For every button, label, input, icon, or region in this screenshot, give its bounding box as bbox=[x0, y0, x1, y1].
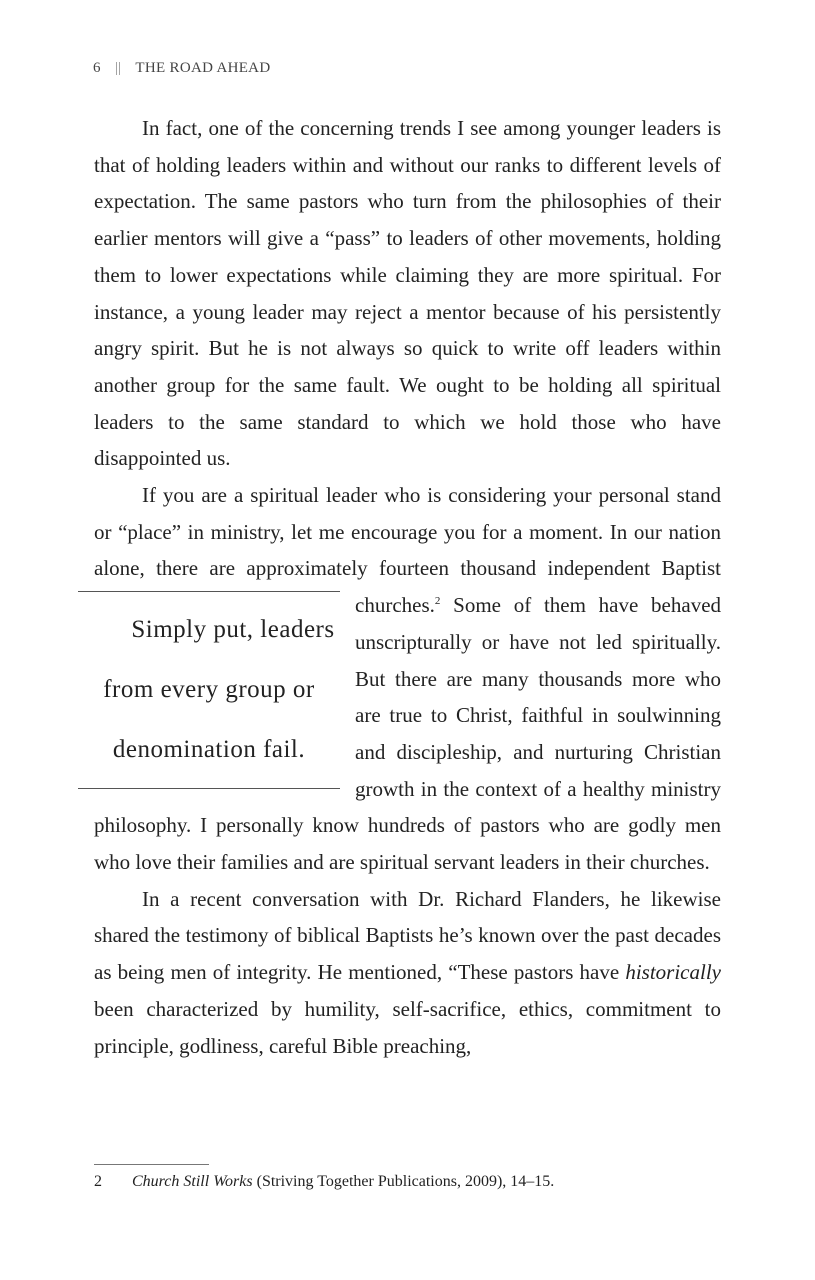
footnote-number: 2 bbox=[94, 1173, 102, 1190]
book-title: THE ROAD AHEAD bbox=[135, 60, 271, 76]
footnote-title: Church Still Works bbox=[132, 1173, 253, 1190]
footnote-divider bbox=[94, 1164, 209, 1165]
paragraph-2-continuation: Some of them have behaved unscripturally or have not led spiritually. But there are many thousands more who are true to Christ, faithful in soulwinning and discipleship, and nurturing Christian growth in the context of a healthy ministry philosophy. I personally know hundreds of pastors who are godly men who love their families and are spiritual servant leaders in their churches. bbox=[94, 593, 722, 875]
paragraph-1: In fact, one of the concerning trends I see among younger leaders is that of holding leaders within and without our ranks to different levels of expectation. The same pastors who turn from the philosophies of their earlier mentors will give a “pass” to leaders of other movements, holding them to lower expectations while claiming they are more spiritual. For instance, a young leader may reject a mentor because of his persistently angry spirit. But he is not always so quick to write off leaders within another group for the same fault. We ought to be holding all spiritual leaders to the same standard to which we hold those who have disappointed us. bbox=[94, 116, 721, 471]
running-head bbox=[93, 60, 270, 77]
emphasis-historically: historically bbox=[625, 960, 721, 985]
pullquote: Simply put, leaders from every group or denomination fail. bbox=[78, 591, 340, 789]
footnote bbox=[94, 1173, 554, 1191]
paragraph-2 bbox=[94, 477, 721, 881]
paragraph-3-text: In a recent conversation with Dr. Richard Flanders, he likewise shared the testimony of biblical Baptists he’s known over the past decades as being men of integrity. He mentioned, “These pastors have bbox=[94, 886, 721, 985]
page-number: 6 bbox=[93, 60, 101, 76]
pullquote-container bbox=[78, 587, 340, 789]
running-head-separator: || bbox=[114, 60, 122, 76]
paragraph-3 bbox=[94, 881, 721, 1065]
body-text bbox=[94, 110, 721, 1064]
paragraph-2-continued bbox=[94, 593, 721, 874]
footnote-citation: (Striving Together Publications, 2009), 14–15. bbox=[252, 1173, 555, 1190]
paragraph-3-continued: been characterized by humility, self-sacrifice, ethics, commitment to principle, godliness, careful Bible preaching, bbox=[94, 996, 721, 1058]
paragraph-2-text: If you are a spiritual leader who is considering your personal stand or “place” in ministry, let me encourage you for a moment. In our nation alone, there are approximately fourteen thousand independent Baptist churches. bbox=[94, 483, 721, 618]
footnote-reference[interactable]: 2 bbox=[434, 595, 441, 608]
